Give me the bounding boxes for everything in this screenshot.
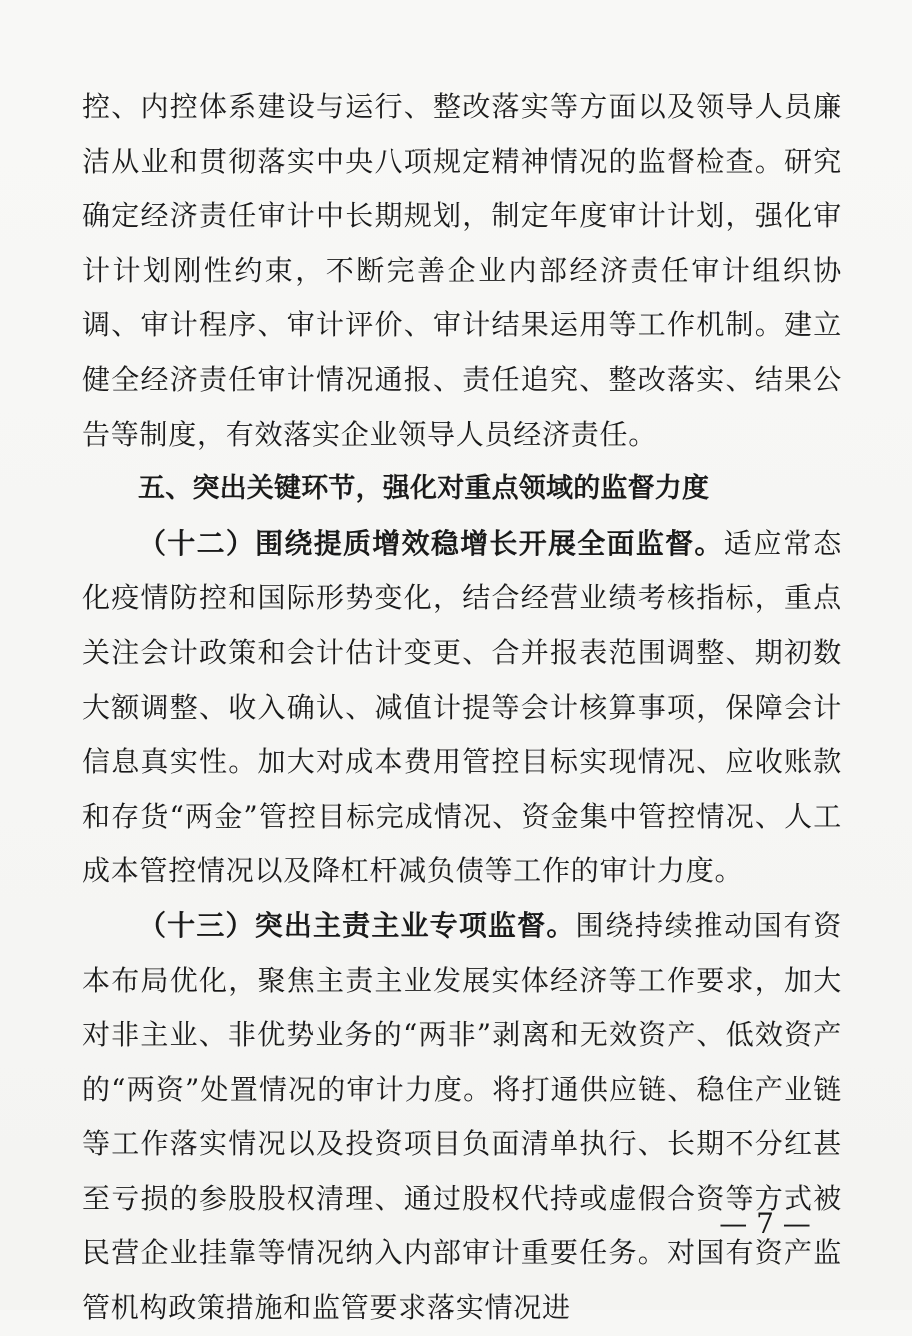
item-twelve-body: 适应常态化疫情防控和国际形势变化，结合经营业绩考核指标，重点关注会计政策和会计估计变更、合并报表范围调整、期初数大额调整、收入确认、减值计提等会计核算事项，保障会计信息真实性。加大对成本费用管控目标实现情况、应收账款和存货“两金”管控目标完成情况、资金集中管控情况、人工成本管控情况以及降杠杆减负债等工作的审计力度。	[82, 526, 842, 888]
item-thirteen-lead: （十三）突出主责主业专项监督。	[138, 908, 576, 942]
item-twelve-lead: （十二）围绕提质增效稳增长开展全面监督。	[138, 526, 724, 560]
document-body	[82, 80, 842, 1336]
item-thirteen-paragraph	[82, 899, 842, 1336]
item-thirteen-body: 围绕持续推动国有资本布局优化，聚焦主责主业发展实体经济等工作要求，加大对非主业、非优势业务的“两非”剥离和无效资产、低效资产的“两资”处置情况的审计力度。将打通供应链、稳住产业链等工作落实情况以及投资项目负面清单执行、长期不分红甚至亏损的参股股权清理、通过股权代持或虚假合资等方式被民营企业挂靠等情况纳入内部审计重要任务。对国有资产监管机构政策措施和监管要求落实情况进	[82, 908, 842, 1325]
continued-paragraph: 控、内控体系建设与运行、整改落实等方面以及领导人员廉洁从业和贯彻落实中央八项规定精神情况的监督检查。研究确定经济责任审计中长期规划，制定年度审计计划，强化审计计划刚性约束，不断完善企业内部经济责任审计组织协调、审计程序、审计评价、审计结果运用等工作机制。建立健全经济责任审计情况通报、责任追究、整改落实、结果公告等制度，有效落实企业领导人员经济责任。	[82, 90, 842, 451]
item-twelve-paragraph	[82, 517, 842, 899]
section-heading: 五、突出关键环节，强化对重点领域的监督力度	[138, 473, 710, 505]
page-number: — 7 —	[719, 1207, 811, 1240]
